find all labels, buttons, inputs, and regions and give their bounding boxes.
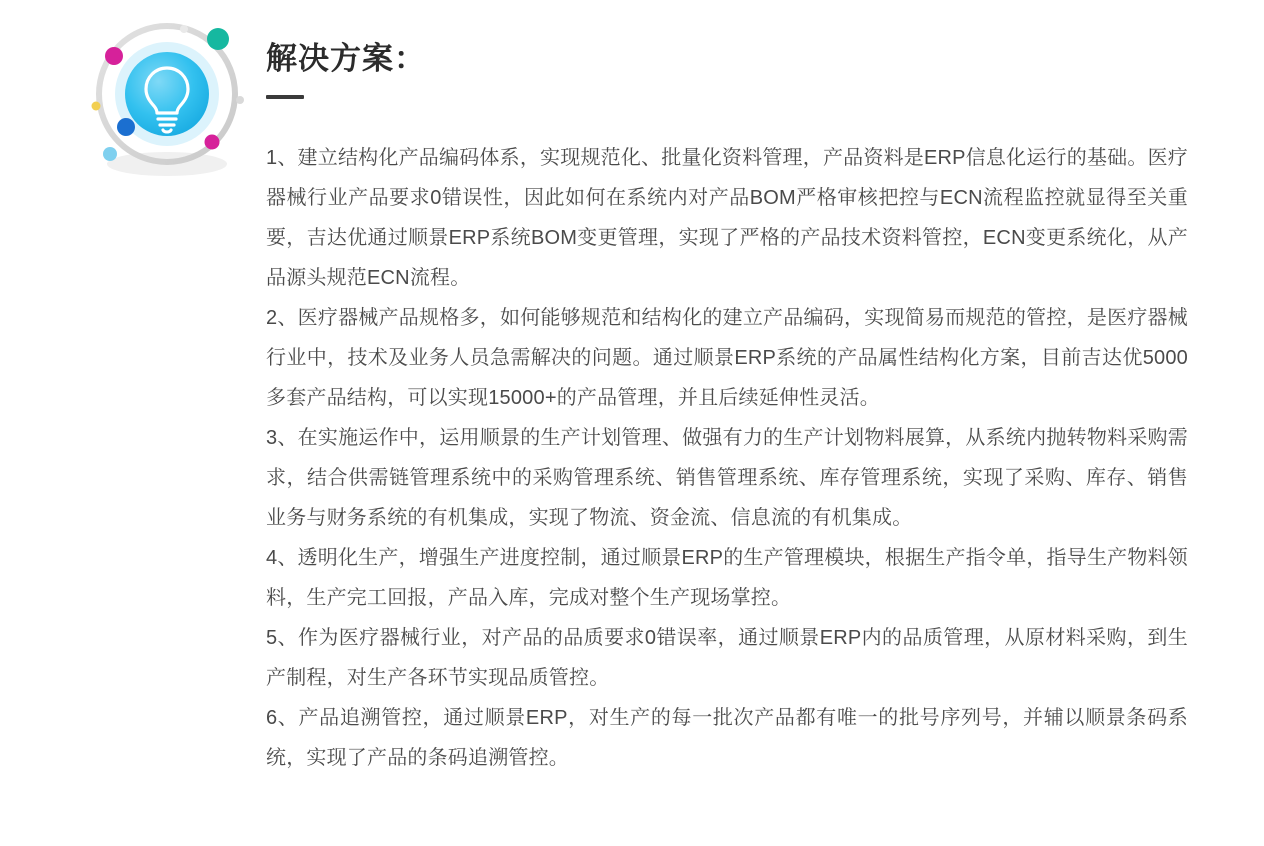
solution-paragraph: 2、医疗器械产品规格多，如何能够规范和结构化的建立产品编码，实现简易而规范的管控，是医疗器械行业中，技术及业务人员急需解决的问题。通过顺景ERP系统的产品属性结构化方案，目前吉达优5000多套产品结构，可以实现15000+的产品管理，并且后续延伸性灵活。 bbox=[266, 307, 1188, 409]
solution-paragraph: 1、建立结构化产品编码体系，实现规范化、批量化资料管理，产品资料是ERP信息化运行的基础。医疗器械行业产品要求0错误性，因此如何在系统内对产品BOM严格审核把控与ECN流程监控就显得至关重要，吉达优通过顺景ERP系统BOM变更管理，实现了严格的产品技术资料管控，ECN变更系统化，从产品源头规范ECN流程。 bbox=[266, 147, 1188, 289]
title-underline-rule bbox=[266, 95, 304, 99]
lightbulb-idea-icon bbox=[72, 14, 262, 184]
solution-paragraph: 4、透明化生产，增强生产进度控制，通过顺景ERP的生产管理模块，根据生产指令单，指导生产物料领料，生产完工回报，产品入库，完成对整个生产现场掌控。 bbox=[266, 547, 1188, 609]
solution-paragraph: 3、在实施运作中，运用顺景的生产计划管理、做强有力的生产计划物料展算，从系统内抛转物料采购需求，结合供需链管理系统中的采购管理系统、销售管理系统、库存管理系统，实现了采购、库存、销售业务与财务系统的有机集成，实现了物流、资金流、信息流的有机集成。 bbox=[266, 427, 1188, 529]
page-title: 解决方案： bbox=[266, 41, 426, 76]
solution-paragraph-list bbox=[266, 138, 1188, 778]
solution-paragraph: 6、产品追溯管控，通过顺景ERP，对生产的每一批次产品都有唯一的批号序列号，并辅以顺景条码系统，实现了产品的条码追溯管控。 bbox=[266, 707, 1188, 769]
heading-block bbox=[266, 40, 1206, 99]
solution-paragraph: 5、作为医疗器械行业，对产品的品质要求0错误率，通过顺景ERP内的品质管理，从原材料采购，到生产制程，对生产各环节实现品质管控。 bbox=[266, 627, 1188, 689]
